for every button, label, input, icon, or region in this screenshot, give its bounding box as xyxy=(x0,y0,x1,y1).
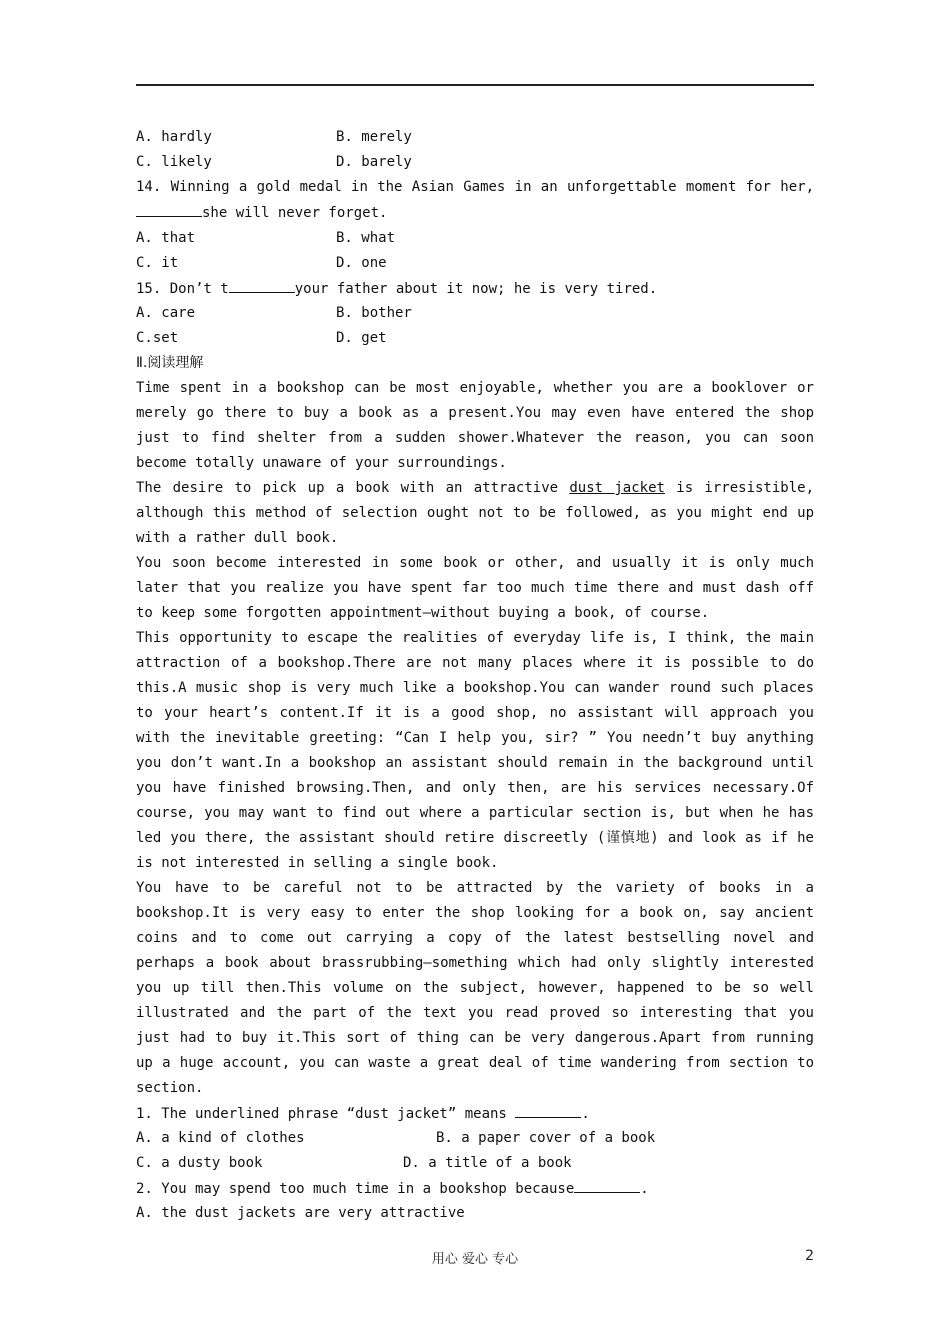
q14-option-d: D. one xyxy=(336,255,387,271)
section-title: Ⅱ.阅读理解 xyxy=(136,355,204,371)
passage-paragraph-5: You have to be careful not to be attracted by the variety of books in a bookshop.It is very easy to enter the shop looking for a book on, say ancient coins and to come out carrying a copy of the latest bestselling novel and perhaps a book about brassrubbing—something which had only slightly interested you up till then.This volume on the subject, however, happened to be so well illustrated and the part of the text you read proved so interesting that you just had to buy it.This sort of thing can be very dangerous.Apart from running up a huge account, you can waste a great deal of time wandering from section to section. xyxy=(136,880,814,1096)
passage-paragraph-2-before: The desire to pick up a book with an attractive xyxy=(136,480,570,496)
q15-option-c: C.set xyxy=(136,330,179,346)
q13-options-row-1 xyxy=(136,125,814,150)
passage-paragraph-4: This opportunity to escape the realities of everyday life is, I think, the main attraction of a bookshop.There are not many places where it is possible to do this.A music shop is very much like a bookshop.You can wander round such places to your heart’s content.If it is a good shop, no assistant will approach you with the inevitable greeting: “Can I help you, sir? ” You needn’t buy anything you don’t want.In a bookshop an assistant should remain in the background until you have finished browsing.Then, and only then, are his services necessary.Of course, you may want to find out where a particular section is, but when he has led you there, the assistant should retire discreetly (谨慎地) and look as if he is not interested in selling a single book. xyxy=(136,630,814,871)
q15-stem xyxy=(136,276,814,301)
q14-option-a: A. that xyxy=(136,230,196,246)
q15-option-b: B. bother xyxy=(336,305,412,321)
rq1-blank xyxy=(515,1101,581,1118)
q14-options-row-1 xyxy=(136,226,814,251)
rq1-option-a: A. a kind of clothes xyxy=(136,1130,305,1146)
q15-options-row-1 xyxy=(136,301,814,326)
q15-options-row-2 xyxy=(136,326,814,351)
q13-options-row-2 xyxy=(136,150,814,175)
q15-stem-part-a: 15. Don’t t xyxy=(136,281,229,297)
rq1-option-b: B. a paper cover of a book xyxy=(436,1130,656,1146)
q15-blank xyxy=(229,276,295,293)
q14-blank xyxy=(136,200,202,217)
passage-paragraph-2 xyxy=(136,476,814,551)
rq1-stem-part-b: . xyxy=(581,1106,590,1122)
q14-stem-line-1: 14. Winning a gold medal in the Asian Games in an unforgettable moment for xyxy=(136,179,771,195)
q13-option-a: A. hardly xyxy=(136,129,212,145)
underlined-phrase: dust jacket xyxy=(569,480,665,496)
header-rule xyxy=(136,84,814,86)
q13-option-d: D. barely xyxy=(336,154,412,170)
rq2-option-a: A. the dust jackets are very attractive xyxy=(136,1205,465,1221)
rq1-option-d: D. a title of a book xyxy=(403,1155,572,1171)
footer-motto: 用心 爱心 专心 xyxy=(431,1252,519,1267)
rq1-stem xyxy=(136,1101,814,1126)
rq2-blank xyxy=(574,1176,640,1193)
passage-paragraph-1: Time spent in a bookshop can be most enjoyable, whether you are a booklover or merely go there to buy a book as a present.You may even have entered the shop just to find shelter from a sudden shower.Whatever the reason, you can soon become totally unaware of your surroundings. xyxy=(136,380,814,471)
rq1-option-c: C. a dusty book xyxy=(136,1155,263,1171)
q14-option-c: C. it xyxy=(136,255,179,271)
q14-stem-part-b: she will never forget. xyxy=(202,205,388,221)
rq1-options-row-1 xyxy=(136,1126,814,1151)
q15-stem-part-b: your father about it now; he is very tired. xyxy=(294,281,658,297)
passage-paragraph-3: You soon become interested in some book or other, and usually it is only much later that you realize you have spent far too much time there and must dash off to keep some forgotten appointment—without buying a book, of course. xyxy=(136,555,814,621)
q13-option-b: B. merely xyxy=(336,129,412,145)
q15-option-a: A. care xyxy=(136,305,196,321)
q14-stem-part-a: her, xyxy=(780,179,814,195)
page-content xyxy=(136,125,814,1226)
passage-paragraph-2-after: is irresistible, although this method of selection ought not to be followed, as you might end up with a rather dull book. xyxy=(136,480,814,546)
page-number: 2 xyxy=(805,1248,814,1264)
rq2-stem-part-a: 2. You may spend too much time in a bookshop because xyxy=(136,1181,575,1197)
q15-option-d: D. get xyxy=(336,330,387,346)
rq2-stem xyxy=(136,1176,814,1201)
q14-options-row-2 xyxy=(136,251,814,276)
rq1-stem-part-a: 1. The underlined phrase “dust jacket” means xyxy=(136,1106,507,1122)
rq1-options-row-2 xyxy=(136,1151,814,1176)
q14-option-b: B. what xyxy=(336,230,396,246)
q13-option-c: C. likely xyxy=(136,154,212,170)
q14-stem xyxy=(136,175,814,226)
rq2-stem-part-b: . xyxy=(640,1181,649,1197)
